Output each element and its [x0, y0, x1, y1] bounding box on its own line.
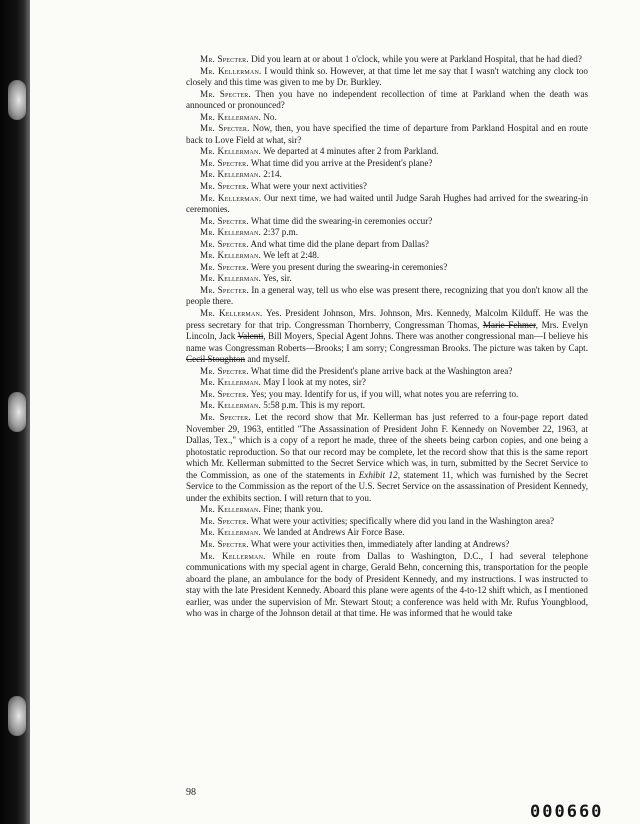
testimony-text-run: Now, then, you have specified the time of departure from Parkland Hospital and en route back to Love Field at what, sir?	[186, 123, 588, 145]
testimony-paragraph	[186, 89, 588, 112]
testimony-text-run: Yes. President Johnson, Mrs. Johnson, Mrs. Kennedy, Malcolm Kilduff. He was the press secretary for that trip. Congressman Thornberry, Congressman Thomas,	[186, 308, 588, 330]
testimony-text-run: Then you have no independent recollection of time at Parkland when the death was announced or pronounced?	[186, 88, 588, 111]
binding-edge	[0, 0, 30, 824]
testimony-paragraph	[186, 527, 588, 539]
speaker-label: Mr. Kellerman.	[200, 504, 262, 515]
testimony-text-run: In a general way, tell us who else was present there, recognizing that you don't know all the people there.	[186, 284, 588, 307]
speaker-label: Mr. Kellerman.	[200, 192, 262, 203]
speaker-label: Mr. Specter.	[200, 123, 250, 134]
testimony-paragraph	[186, 54, 588, 66]
speaker-label: Mr. Kellerman.	[200, 377, 262, 388]
testimony-text-run: We landed at Andrews Air Force Base.	[261, 527, 405, 538]
speaker-label: Mr. Kellerman.	[200, 400, 262, 411]
testimony-paragraph	[186, 377, 588, 389]
testimony-paragraph	[186, 285, 588, 308]
testimony-text-run: What time did you arrive at the President's plane?	[248, 157, 433, 168]
testimony-paragraph	[186, 112, 588, 124]
testimony-paragraph	[186, 366, 588, 378]
speaker-label: Mr. Kellerman.	[200, 227, 262, 238]
testimony-paragraph	[186, 308, 588, 366]
speaker-label: Mr. Kellerman.	[200, 273, 262, 284]
speaker-label: Mr. Kellerman.	[200, 146, 262, 157]
testimony-text-run: We left at 2:48.	[261, 250, 320, 261]
testimony-text-run: What were your next activities?	[248, 181, 367, 192]
document-number-stamp: 000660	[530, 802, 604, 822]
speaker-label: Mr. Specter.	[200, 538, 249, 549]
testimony-text-run: What were your activities; specifically where did you land in the Washington area?	[248, 515, 555, 526]
speaker-label: Mr. Specter.	[200, 157, 249, 168]
testimony-text-run: Were you present during the swearing-in ceremonies?	[248, 261, 448, 272]
testimony-text	[186, 54, 588, 620]
testimony-text-run: , Mrs. Evelyn Lincoln, Jack	[186, 319, 588, 342]
testimony-text-run: , Bill Moyers, Special Agent Johns. There was another congressional man—I believe his name was Congressman Roberts—Brooks; I am sorry; Congressman Brooks. The picture was taken by Capt.	[186, 331, 588, 353]
speaker-label: Mr. Specter.	[200, 284, 249, 295]
testimony-text-run: What time did the swearing-in ceremonies occur?	[248, 215, 433, 226]
testimony-text-run: While en route from Dallas to Washington, D.C., I had several telephone communications with my special agent in charge, Gerald Behn, concerning this, transportation for the people aboard the plane, an ambulance for the body of President Kennedy, and my instructions. I was instructed to stay with the late President Kennedy. Aboard this plane were agents of the 4-to-12 shift which, as I mentioned earlier, was under the supervision of Mr. Stewart Stout; a conference was held with Mr. Rufus Youngblood, who was in charge of the Johnson detail at that time. He was informed that he would take	[186, 550, 588, 619]
testimony-paragraph	[186, 250, 588, 262]
testimony-paragraph	[186, 516, 588, 528]
speaker-label: Mr. Specter.	[200, 238, 249, 249]
testimony-text-run: And what time did the plane depart from Dallas?	[248, 238, 429, 249]
testimony-paragraph	[186, 66, 588, 89]
page-number: 98	[186, 787, 196, 798]
speaker-label: Mr. Kellerman.	[200, 169, 262, 180]
speaker-label: Mr. Specter.	[200, 388, 249, 399]
testimony-paragraph	[186, 216, 588, 228]
testimony-text-run: What time did the President's plane arrive back at the Washington area?	[248, 365, 513, 376]
speaker-label: Mr. Specter.	[200, 261, 249, 272]
punch-hole	[8, 80, 26, 120]
testimony-paragraph	[186, 539, 588, 551]
testimony-text-run: and myself.	[245, 354, 290, 365]
speaker-label: Mr. Kellerman.	[200, 550, 266, 561]
speaker-label: Mr. Specter.	[200, 88, 251, 99]
testimony-text-run: We departed at 4 minutes after 2 from Parkland.	[261, 146, 439, 157]
testimony-text-run: Yes; you may. Identify for us, if you will, what notes you are referring to.	[248, 388, 519, 399]
testimony-text-run: 2:14.	[261, 169, 282, 180]
struck-name: Marie Fehmer	[482, 319, 536, 330]
speaker-label: Mr. Specter.	[200, 365, 249, 376]
testimony-text-run: Yes, sir.	[261, 273, 292, 284]
testimony-paragraph	[186, 239, 588, 251]
testimony-paragraph	[186, 412, 588, 504]
testimony-paragraph	[186, 551, 588, 620]
testimony-text-run: I would think so. However, at that time let me say that I wasn't watching any clock too closely and this time was given to me by Dr. Burkley.	[186, 65, 588, 88]
testimony-paragraph	[186, 273, 588, 285]
testimony-paragraph	[186, 400, 588, 412]
testimony-paragraph	[186, 504, 588, 516]
speaker-label: Mr. Specter.	[200, 215, 249, 226]
testimony-text-run: Let the record show that Mr. Kellerman has just referred to a four-page report dated November 29, 1963, entitled "The Assassination of President John F. Kennedy on November 22, 1963, at Dallas, Tex.," which is a copy of a report he made, three of the sheets being carbon copies, and one being a photostatic reproduction. So that our record may be complete, let the record show that this is the same report which Mr. Kellerman submitted to the Secret Service which was, in turn, submitted by the Secret Service to the Commission, as one of the statements in	[186, 411, 588, 480]
speaker-label: Mr. Kellerman.	[200, 65, 262, 76]
speaker-label: Mr. Kellerman.	[200, 527, 262, 538]
speaker-label: Mr. Kellerman.	[200, 308, 263, 319]
punch-hole	[8, 392, 26, 432]
speaker-label: Mr. Kellerman.	[200, 250, 262, 261]
testimony-text-run: Did you learn at or about 1 o'clock, while you were at Parkland Hospital, that he had died?	[248, 54, 582, 64]
punch-hole	[8, 696, 26, 736]
testimony-paragraph	[186, 181, 588, 193]
testimony-text-run: 5:58 p.m. This is my report.	[261, 400, 366, 411]
testimony-text-run: May I look at my notes, sir?	[261, 377, 366, 388]
speaker-label: Mr. Specter.	[200, 54, 249, 64]
testimony-paragraph	[186, 262, 588, 274]
speaker-label: Mr. Specter.	[200, 515, 249, 526]
struck-name: Valenti	[237, 331, 264, 342]
testimony-paragraph	[186, 389, 588, 401]
testimony-paragraph	[186, 146, 588, 158]
testimony-paragraph	[186, 123, 588, 146]
struck-name: Cecil Stoughton	[186, 354, 246, 365]
testimony-text-run: 2:37 p.m.	[261, 227, 299, 238]
testimony-text-run: , statement 11, which was furnished by the Secret Service to the Commission as the report of the U.S. Secret Service on the assassination of President Kennedy, under the exhibits section. I will return that to you.	[186, 469, 589, 503]
testimony-text-run: No.	[261, 111, 277, 122]
exhibit-reference: Exhibit 12	[358, 469, 398, 480]
testimony-paragraph	[186, 169, 588, 181]
testimony-paragraph	[186, 227, 588, 239]
testimony-text-run: Our next time, we had waited until Judge Sarah Hughes had arrived for the swearing-in ceremonies.	[186, 192, 589, 215]
testimony-paragraph	[186, 158, 588, 170]
testimony-paragraph	[186, 193, 588, 216]
speaker-label: Mr. Specter.	[200, 181, 249, 192]
testimony-text-run: What were your activities then, immediately after landing at Andrews?	[248, 538, 510, 549]
speaker-label: Mr. Specter.	[200, 411, 251, 422]
testimony-text-run: Fine; thank you.	[261, 504, 323, 515]
speaker-label: Mr. Kellerman.	[200, 111, 262, 122]
